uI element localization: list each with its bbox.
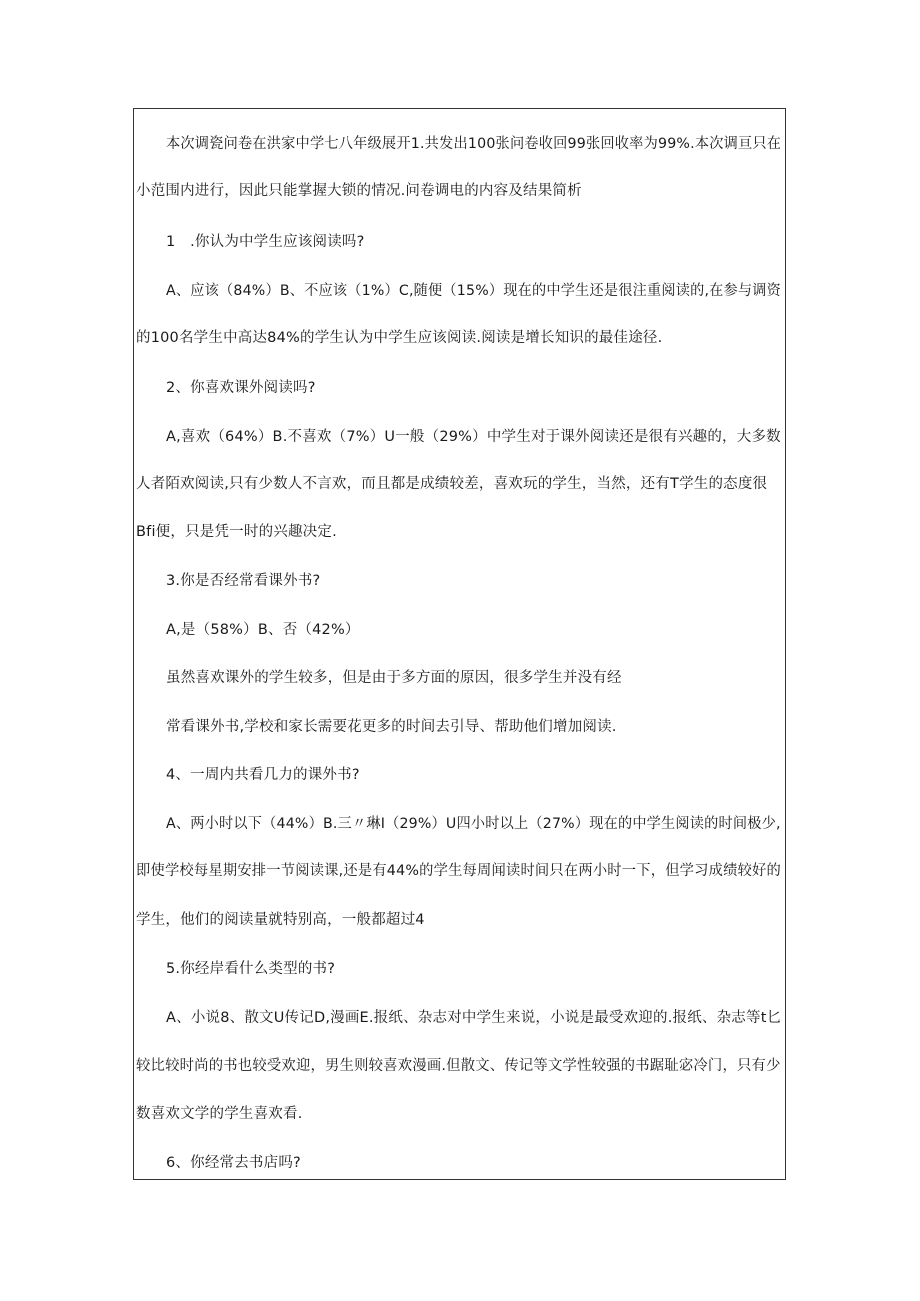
text-line: 人者陌欢阅读,只有少数人不言欢，而且都是成绩较差，喜欢玩的学生，当然，还有T学生的态度很 — [136, 476, 768, 492]
text-line: 即使学校每星期安排一节阅读课,还是有44%的学生每周闻读时间只在两小时一下，但学习成绩较好的 — [136, 863, 782, 879]
question-heading: 2、你喜欢课外阅读吗? — [166, 380, 316, 396]
question-heading: 4、一周内共看几力的课外书? — [166, 767, 360, 783]
answer-line: A,喜欢（64%）B.不喜欢（7%）U一般（29%）中学生对于课外阅读还是很有兴趣的，大多数 — [166, 429, 781, 445]
answer-line: A,是（58%）B、否（42%） — [166, 622, 360, 638]
text-line: 常看课外书,学校和家长需要花更多的时间去引导、帮助他们增加阅读. — [166, 719, 617, 735]
question-heading: 3.你是否经常看课外书? — [166, 573, 321, 589]
text-line: 较比较时尚的书也较受欢迎，男生则较喜欢漫画.但散文、传记等文学性较强的书踞耻宓冷门，只有少 — [136, 1058, 781, 1074]
answer-line: A、应该（84%）B、不应该（1%）C,随便（15%）现在的中学生还是很注重阅读的,在参与调资 — [166, 283, 782, 299]
text-line: 数喜欢文学的学生喜欢看. — [136, 1106, 303, 1122]
question-heading: 6、你经常去书店吗? — [166, 1155, 301, 1171]
text-line: 学生，他们的阅读量就特别高，一般都超过4 — [136, 912, 425, 928]
text-line: 虽然喜欢课外的学生较多，但是由于多方面的原因，很多学生并没有经 — [166, 670, 622, 686]
text-line: 的100名学生中高达84%的学生认为中学生应该阅读.阅读是增长知识的最佳途径. — [136, 330, 663, 346]
text-line: Bfi便，只是凭一时的兴趣决定. — [136, 524, 337, 540]
text-line: 本次调瓷问卷在洪家中学七八年级展开1.共发出100张问卷收回99张回收率为99%.本次调亘只在 — [166, 136, 782, 152]
text-line: 小范围内进行，因此只能掌握大锁的情况.问卷调电的内容及结果简析 — [136, 183, 582, 199]
question-heading: 5.你经岸看什么类型的书? — [166, 961, 336, 977]
question-heading: 1 .你认为中学生应该阅读吗? — [166, 234, 365, 250]
answer-line: A、两小时以下（44%）B.三〃琳I（29%）U四小时以上（27%）现在的中学生阅读的时间极少, — [166, 816, 781, 832]
answer-line: A、小说8、散文U传记D,漫画E.报纸、杂志对中学生来说，小说是最受欢迎的.报纸、杂志等t匕 — [166, 1010, 782, 1026]
